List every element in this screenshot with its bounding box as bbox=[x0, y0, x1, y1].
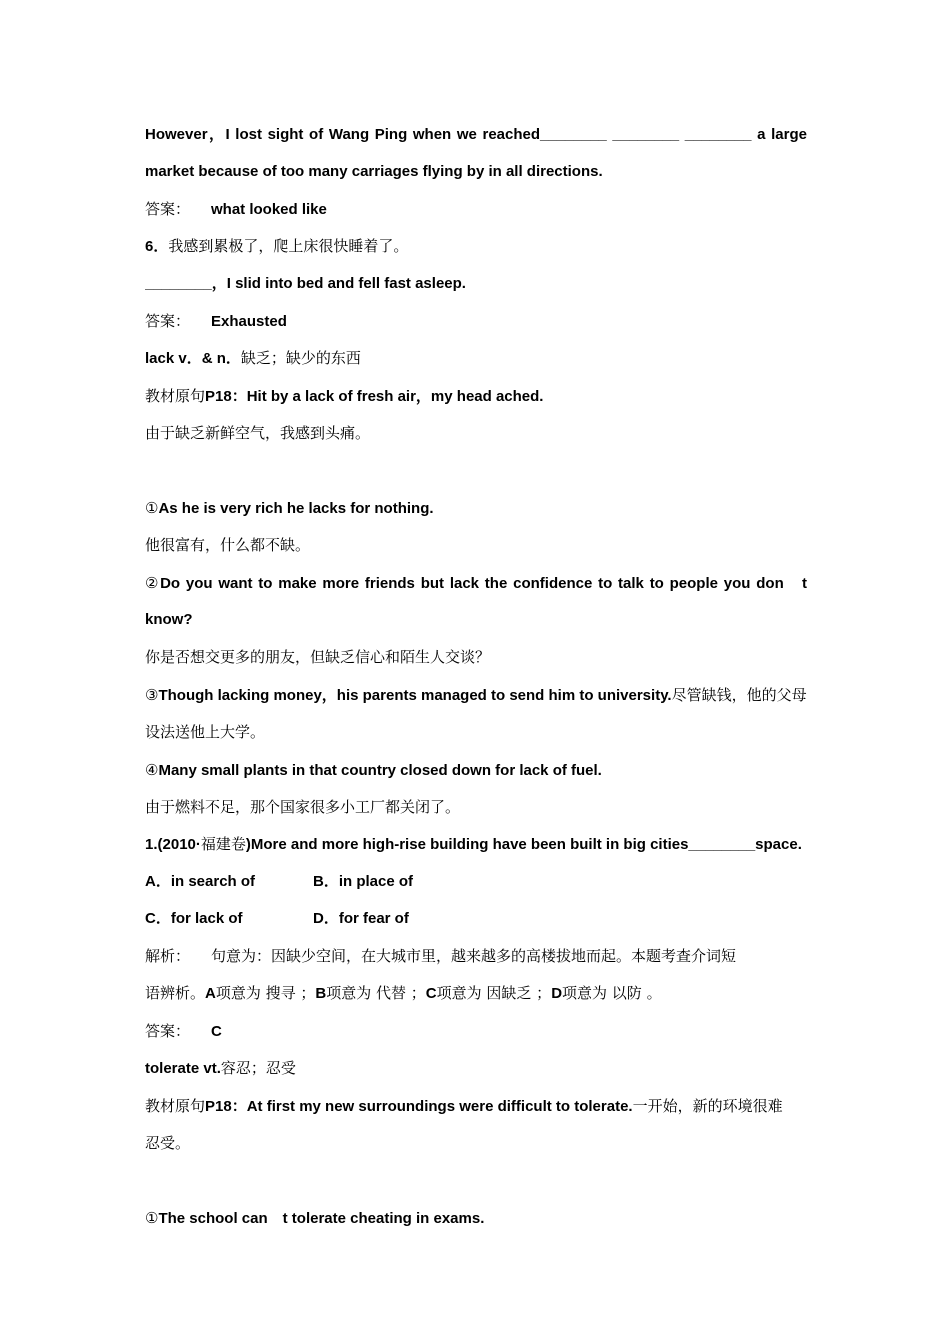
analysis-text: 句意为：因缺少空间，在大城市里，越来越多的高楼拔地而起。本题考查介词短 bbox=[211, 947, 737, 965]
text-line: However，I lost sight of Wang Ping when we reached________ ________ ________ a large bbox=[145, 126, 807, 143]
option-letter: C bbox=[425, 985, 437, 1002]
analysis-label: 解析： bbox=[145, 947, 191, 965]
example-marker: ① bbox=[145, 1209, 159, 1227]
question-source: 福建卷 bbox=[200, 835, 246, 853]
translation-line: 他很富有，什么都不缺。 bbox=[145, 536, 311, 554]
vocab-entry bbox=[145, 348, 807, 369]
example-text: As he is very rich he lacks for nothing. bbox=[158, 500, 434, 517]
vocab-definition: 缺乏；缺少的东西 bbox=[240, 349, 361, 367]
option-c: C．for lack of bbox=[145, 910, 243, 927]
option-letter: A bbox=[205, 985, 216, 1002]
translation-line: 设法送他上大学。 bbox=[145, 723, 266, 741]
answer-line bbox=[145, 311, 807, 332]
translation-line: 由于燃料不足，那个国家很多小工厂都关闭了。 bbox=[145, 798, 461, 816]
translation-text: 尽管缺钱，他的父母 bbox=[671, 686, 807, 704]
answer-text: C bbox=[211, 1023, 222, 1040]
example-text: Do you want to make more friends but lack the confidence to talk to people you don t bbox=[160, 575, 807, 592]
vocab-word: tolerate vt. bbox=[145, 1060, 221, 1077]
answer-label: 答案： bbox=[145, 312, 191, 330]
vocab-word: lack v．& n． bbox=[145, 350, 241, 367]
analysis-text: 项意为 代替 ； bbox=[326, 984, 426, 1002]
translation-line: 你是否想交更多的朋友，但缺乏信心和陌生人交谈？ bbox=[145, 648, 491, 666]
option-b: B．in place of bbox=[313, 873, 414, 890]
vocab-entry bbox=[145, 1058, 807, 1079]
analysis-text: 项意为 以防 。 bbox=[562, 984, 662, 1002]
answer-line bbox=[145, 1021, 807, 1042]
analysis-text: 项意为 搜寻 ； bbox=[215, 984, 316, 1002]
translation-text: 一开始，新的环境很难 bbox=[632, 1097, 783, 1115]
option-letter: B bbox=[315, 985, 327, 1002]
example-marker: ② bbox=[145, 574, 161, 592]
example-marker: ① bbox=[145, 499, 159, 517]
question-prefix: 1.(2010· bbox=[145, 836, 201, 853]
source-label: 教材原句 bbox=[145, 1097, 206, 1115]
analysis-line bbox=[145, 983, 807, 1004]
analysis-text: 项意为 因缺乏 ； bbox=[436, 984, 552, 1002]
question-line bbox=[145, 236, 807, 257]
source-label: 教材原句 bbox=[145, 387, 206, 405]
text-line: market because of too many carriages flying by in all directions. bbox=[145, 163, 603, 180]
translation-line: 忍受。 bbox=[145, 1134, 191, 1152]
example-text: The school can t tolerate cheating in exams. bbox=[158, 1210, 485, 1227]
example-line bbox=[145, 498, 807, 519]
answer-label: 答案： bbox=[145, 200, 191, 218]
example-marker: ③ bbox=[145, 686, 159, 704]
options-row bbox=[145, 909, 807, 929]
example-line bbox=[145, 760, 807, 781]
example-text: Though lacking money，his parents managed to send him to university. bbox=[158, 687, 672, 704]
option-d: D．for fear of bbox=[313, 910, 409, 927]
option-letter: D bbox=[551, 985, 563, 1002]
example-line bbox=[145, 685, 807, 706]
answer-text: what looked like bbox=[211, 201, 327, 218]
question-number: 6． bbox=[145, 238, 169, 255]
translation-line: 由于缺乏新鲜空气，我感到头痛。 bbox=[145, 424, 371, 442]
source-sentence bbox=[145, 1096, 807, 1117]
example-text: Many small plants in that country closed down for lack of fuel. bbox=[158, 762, 602, 779]
example-marker: ④ bbox=[145, 761, 159, 779]
answer-label: 答案： bbox=[145, 1022, 191, 1040]
options-row bbox=[145, 872, 807, 892]
example-line bbox=[145, 1208, 807, 1229]
question-text: )More and more high-rise building have been built in big cities________space. bbox=[245, 836, 802, 853]
source-text: P18：Hit by a lack of fresh air，my head ached. bbox=[205, 388, 544, 405]
answer-text: Exhausted bbox=[211, 313, 287, 330]
exam-question bbox=[145, 834, 807, 855]
source-text: P18：At first my new surroundings were difficult to tolerate. bbox=[205, 1098, 633, 1115]
text-line: know? bbox=[145, 611, 193, 628]
analysis-text: 语辨析。 bbox=[145, 984, 206, 1002]
vocab-definition: 容忍；忍受 bbox=[220, 1059, 296, 1077]
answer-line bbox=[145, 199, 807, 220]
option-a: A．in search of bbox=[145, 873, 256, 890]
source-sentence bbox=[145, 386, 807, 407]
question-text: 我感到累极了，爬上床很快睡着了。 bbox=[168, 237, 409, 255]
analysis-line bbox=[145, 946, 807, 966]
text-line: ________，I slid into bed and fell fast asleep. bbox=[145, 275, 466, 292]
example-line bbox=[145, 573, 807, 594]
